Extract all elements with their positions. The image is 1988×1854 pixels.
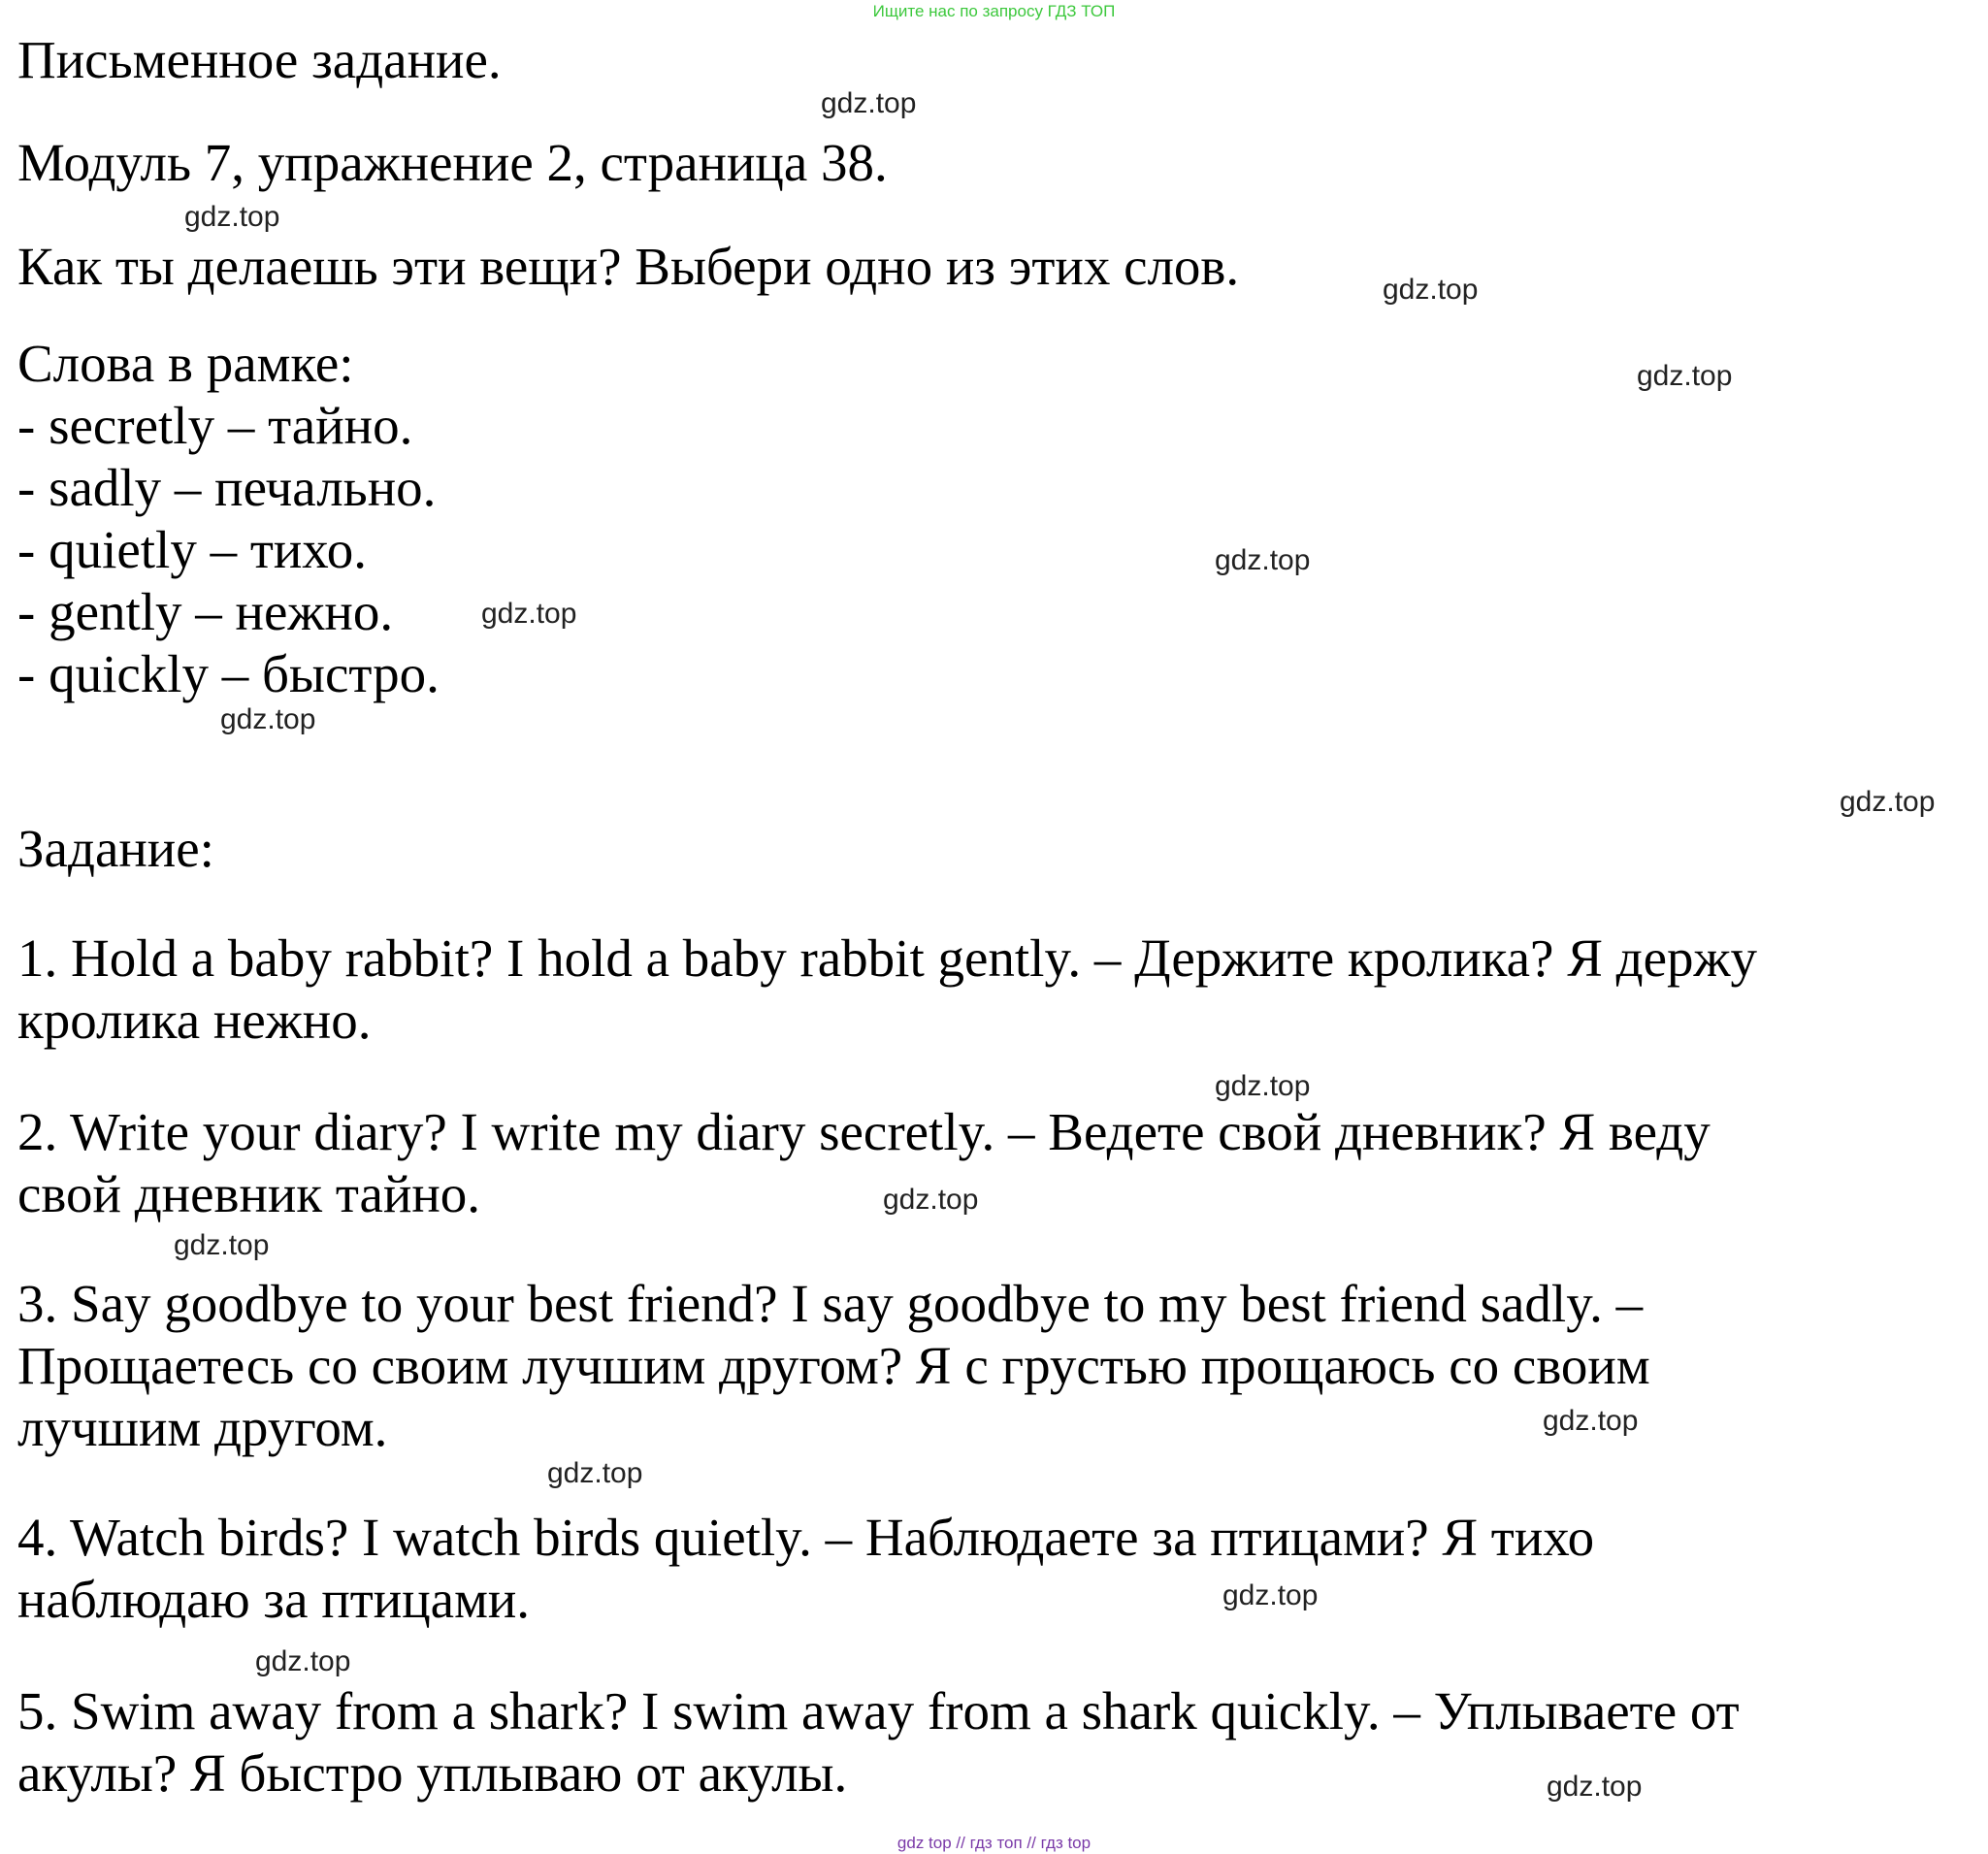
watermark: gdz.top (174, 1229, 270, 1261)
answer-3-line-3: лучшим другом. (17, 1398, 388, 1457)
word-item-sadly: - sadly – печально. (17, 458, 437, 517)
task-header: Задание: (17, 819, 214, 878)
top-banner: Ищите нас по запросу ГДЗ ТОП (872, 2, 1116, 20)
watermark: gdz.top (1383, 274, 1479, 306)
page-heading: Письменное задание. (17, 30, 502, 89)
answer-4-line-1: 4. Watch birds? I watch birds quietly. – Наблюдаете за птицами? Я тихо (17, 1508, 1595, 1567)
watermark: gdz.top (1840, 786, 1936, 818)
watermark: gdz.top (481, 598, 577, 630)
answer-3-line-1: 3. Say goodbye to your best friend? I say goodbye to my best friend sadly. – (17, 1274, 1644, 1333)
answer-1-line-2: кролика нежно. (17, 991, 372, 1050)
watermark: gdz.top (821, 87, 917, 119)
footer-links: gdz top // гдз топ // гдз top (896, 1834, 1092, 1852)
instruction: Как ты делаешь эти вещи? Выбери одно из этих слов. (17, 237, 1240, 296)
answer-4-line-2: наблюдаю за птицами. (17, 1570, 531, 1629)
answer-5-line-1: 5. Swim away from a shark? I swim away from a shark quickly. – Уплываете от (17, 1681, 1740, 1740)
watermark: gdz.top (1215, 1070, 1311, 1102)
answer-3-line-2: Прощаетесь со своим лучшим другом? Я с грустью прощаюсь со своим (17, 1336, 1650, 1395)
words-header: Слова в рамке: (17, 334, 354, 393)
word-item-quickly: - quickly – быстро. (17, 644, 440, 703)
answer-5-line-2: акулы? Я быстро уплываю от акулы. (17, 1743, 848, 1803)
watermark: gdz.top (255, 1645, 351, 1677)
answer-2-line-1: 2. Write your diary? I write my diary secretly. – Ведете свой дневник? Я веду (17, 1102, 1711, 1161)
watermark: gdz.top (1543, 1405, 1639, 1437)
watermark: gdz.top (1547, 1771, 1643, 1803)
watermark: gdz.top (547, 1457, 643, 1489)
watermark: gdz.top (220, 703, 316, 735)
answer-1-line-1: 1. Hold a baby rabbit? I hold a baby rabbit gently. – Держите кролика? Я держу (17, 928, 1758, 988)
answer-2-line-2: свой дневник тайно. (17, 1164, 481, 1223)
watermark: gdz.top (1637, 360, 1733, 392)
watermark: gdz.top (883, 1184, 979, 1216)
word-item-quietly: - quietly – тихо. (17, 520, 367, 579)
watermark: gdz.top (184, 201, 280, 233)
module-line: Модуль 7, упражнение 2, страница 38. (17, 133, 888, 192)
word-item-gently: - gently – нежно. (17, 582, 394, 641)
watermark: gdz.top (1222, 1579, 1319, 1611)
watermark: gdz.top (1215, 544, 1311, 576)
word-item-secretly: - secretly – тайно. (17, 396, 413, 455)
